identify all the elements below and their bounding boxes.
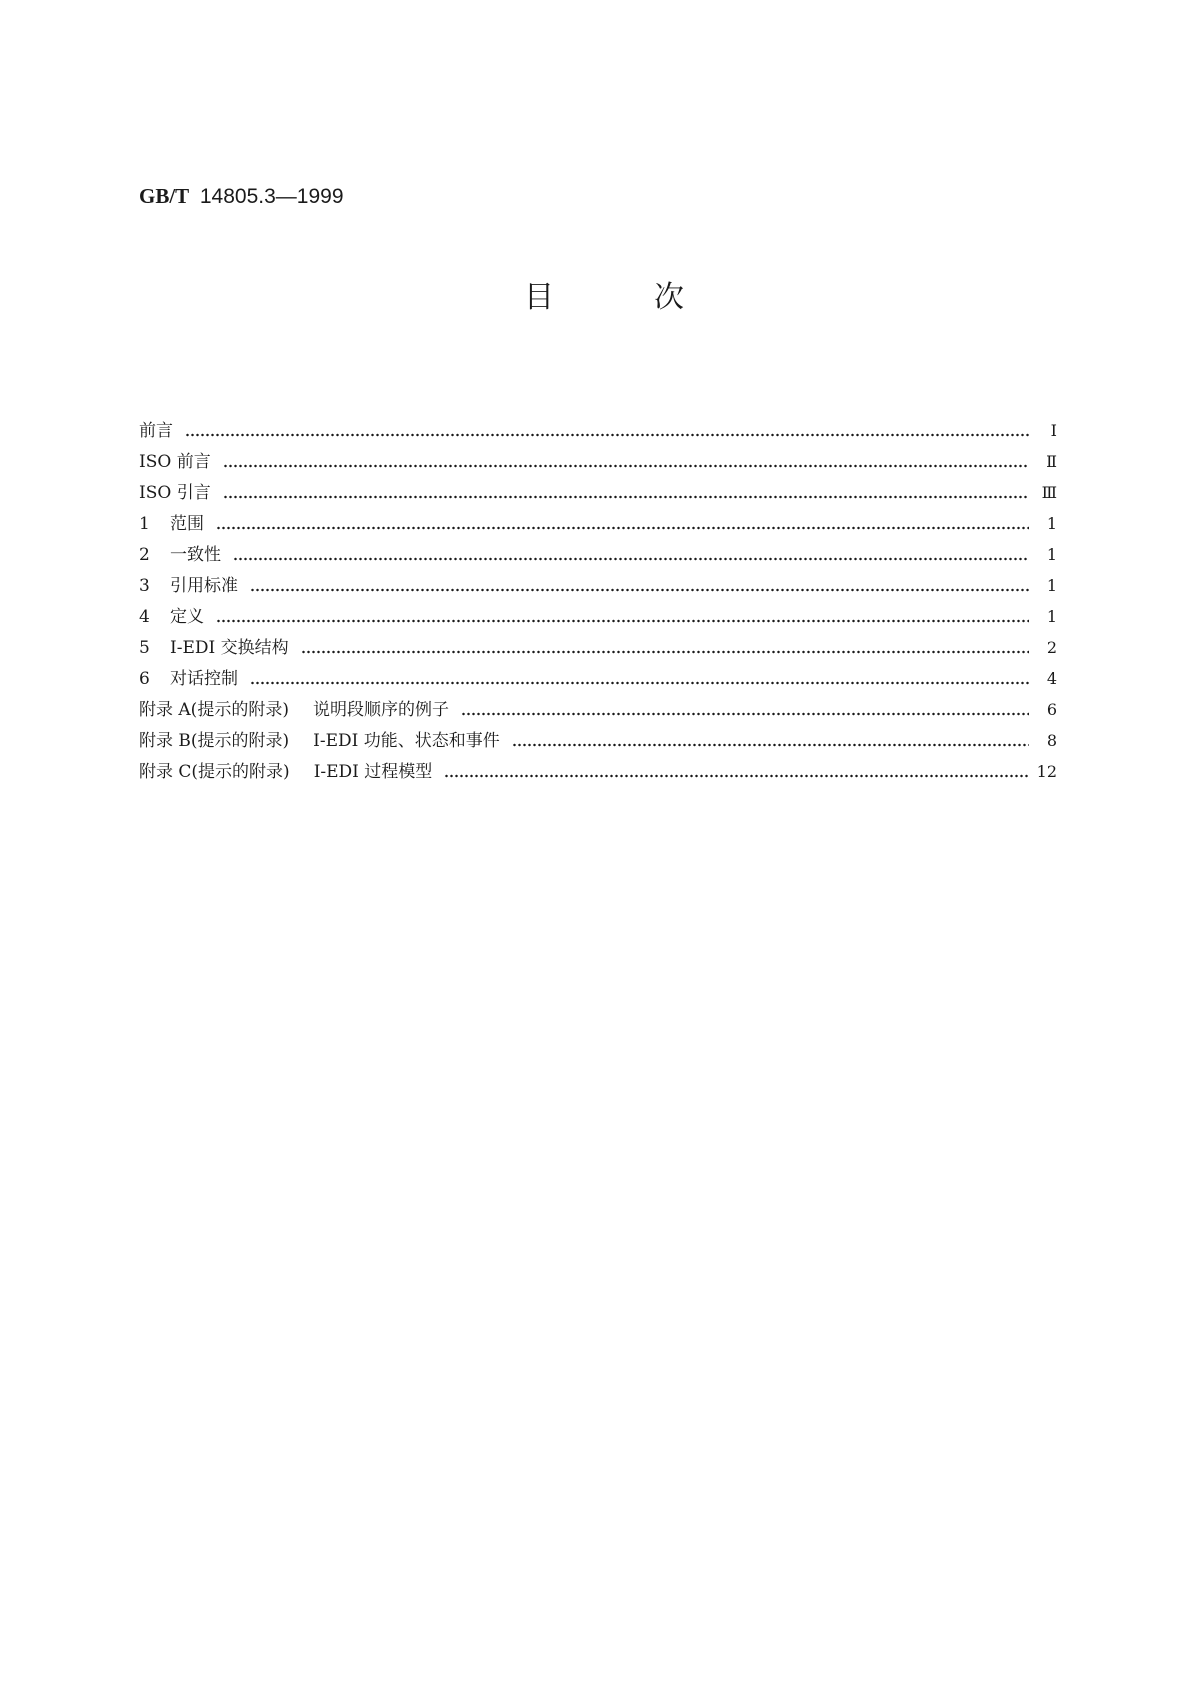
toc-entry-title	[170, 664, 250, 689]
toc-dot-leader	[444, 774, 1028, 778]
toc-entry[interactable]	[139, 540, 1057, 571]
toc-dot-leader	[185, 433, 1029, 437]
toc-entry[interactable]	[139, 509, 1057, 540]
toc-entry-title	[139, 695, 461, 720]
toc-page-number: 1	[1046, 545, 1057, 564]
toc-entry-title-text: 附录 C(提示的附录)	[139, 762, 290, 782]
toc-entry-subtitle: I-EDI 功能、状态和事件	[313, 731, 500, 751]
toc-page-number: 12	[1036, 762, 1057, 781]
toc-entry-title	[170, 571, 250, 596]
toc-entry-subtitle: I-EDI 过程模型	[313, 762, 433, 782]
toc-entry[interactable]	[139, 757, 1057, 788]
toc-entry[interactable]	[139, 478, 1057, 509]
toc-dot-leader	[216, 526, 1029, 530]
toc-entry[interactable]	[139, 447, 1057, 478]
toc-dot-leader	[223, 495, 1029, 499]
toc-entry-number: 3	[139, 576, 150, 596]
toc-dot-leader	[233, 557, 1029, 561]
toc-entry-title	[170, 602, 216, 627]
toc-entry-title-text: 前言	[139, 421, 173, 441]
toc-entry[interactable]	[139, 695, 1057, 726]
toc-page-number: 1	[1046, 576, 1057, 595]
toc-dot-leader	[461, 712, 1029, 716]
toc-page-number: 2	[1046, 638, 1057, 657]
standard-number: 14805.3—1999	[199, 185, 344, 208]
toc-entry[interactable]	[139, 416, 1057, 447]
toc-page-number: Ⅲ	[1041, 483, 1057, 502]
toc-dot-leader	[512, 743, 1029, 747]
toc-entry-title	[139, 726, 512, 751]
toc-dot-leader	[223, 464, 1029, 468]
toc-page-number: Ⅰ	[1050, 421, 1057, 440]
toc-entry[interactable]	[139, 571, 1057, 602]
toc-entry-number: 2	[139, 545, 150, 565]
toc-entry-title	[170, 633, 301, 658]
toc-entry-title	[139, 757, 444, 782]
toc-entry-number: 6	[139, 669, 150, 689]
toc-heading-char: 次	[654, 280, 684, 315]
toc-heading-char: 目	[524, 280, 554, 315]
toc-page-number: 6	[1046, 700, 1057, 719]
toc-entry[interactable]	[139, 726, 1057, 757]
toc-entry-title-text: ISO 前言	[139, 452, 211, 472]
toc-entry-title	[170, 540, 233, 565]
toc-entry-number: 5	[139, 638, 150, 658]
toc-entry-subtitle: 说明段顺序的例子	[312, 700, 449, 720]
toc-entry-title	[139, 416, 185, 441]
toc-entry-title-text: 一致性	[170, 545, 221, 565]
toc-entry-title-text: 引用标准	[170, 576, 238, 596]
toc-page-number: 4	[1046, 669, 1057, 688]
toc-entry-title-text: 附录 B(提示的附录)	[139, 731, 290, 751]
toc-entry-title	[139, 447, 223, 472]
table-of-contents	[139, 416, 1057, 788]
toc-dot-leader	[250, 588, 1029, 592]
toc-entry-title-text: 附录 A(提示的附录)	[139, 700, 289, 720]
toc-page-number: 1	[1046, 514, 1057, 533]
document-code	[139, 186, 344, 207]
toc-heading	[524, 280, 684, 315]
toc-entry-title-text: 对话控制	[170, 669, 238, 689]
toc-dot-leader	[301, 650, 1029, 654]
toc-page-number: Ⅱ	[1046, 452, 1057, 471]
standard-prefix: GB/T	[139, 184, 190, 208]
toc-entry[interactable]	[139, 602, 1057, 633]
toc-entry[interactable]	[139, 633, 1057, 664]
toc-entry-title-text: ISO 引言	[139, 483, 211, 503]
toc-entry-title	[170, 509, 216, 534]
toc-entry-title-text: 范围	[170, 514, 204, 534]
toc-dot-leader	[216, 619, 1029, 623]
toc-dot-leader	[250, 681, 1029, 685]
toc-entry[interactable]	[139, 664, 1057, 695]
toc-entry-title	[139, 478, 223, 503]
toc-page-number: 1	[1046, 607, 1057, 626]
toc-entry-number: 1	[139, 514, 150, 534]
toc-entry-number: 4	[139, 607, 150, 627]
toc-entry-title-text: 定义	[170, 607, 204, 627]
toc-entry-title-text: I-EDI 交换结构	[170, 638, 289, 658]
toc-page-number: 8	[1046, 731, 1057, 750]
